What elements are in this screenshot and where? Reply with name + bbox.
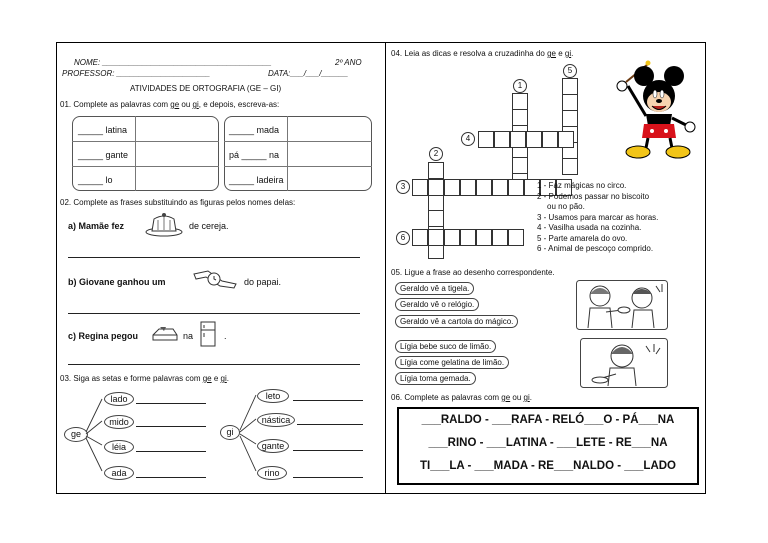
q4-prompt-end: . [571, 49, 574, 58]
q3-prompt-end: . [226, 374, 230, 383]
q1-word[interactable]: _____ latina [78, 125, 128, 135]
matching-sentence[interactable]: Geraldo vê a tigela. [395, 282, 474, 295]
clue-number: 1 [513, 79, 527, 93]
q2a-text-end: de cereja. [189, 221, 229, 231]
q3-syllable: léia [104, 440, 134, 454]
q3-prompt [60, 374, 229, 383]
q6-ou: ou [510, 393, 524, 402]
answer-line[interactable] [68, 257, 360, 258]
butter-icon [150, 323, 180, 343]
crossword-cell[interactable] [562, 94, 578, 111]
crossword-cell[interactable] [460, 229, 476, 246]
q6-ge: ge [501, 393, 511, 402]
crossword-cell[interactable] [562, 158, 578, 175]
clue: 4 - Vasilha usada na cozinha. [537, 223, 642, 232]
q6-line[interactable]: ___RINO - ___LATINA - ___LETE - RE___NA [428, 437, 668, 449]
refrigerator-icon [198, 320, 218, 348]
q3-prompt-text: 03. Siga as setas e forme palavras com [60, 374, 203, 383]
clue: 5 - Parte amarela do ovo. [537, 233, 628, 243]
q6-prompt-end: . [529, 393, 532, 402]
crossword-clues [537, 181, 658, 255]
q2b-text-end: do papai. [244, 277, 282, 287]
q3-root-ge: ge [64, 427, 88, 442]
q1-prompt-end: , e depois, escreva-as: [198, 100, 280, 109]
crossword-cell[interactable] [542, 131, 558, 148]
q3-ge: ge [202, 374, 212, 383]
crossword-cell[interactable] [428, 210, 444, 227]
crossword-cell[interactable] [428, 179, 444, 196]
q1-ou: ou [179, 100, 193, 109]
matching-sentence[interactable]: Geraldo vê o relógio. [395, 298, 479, 311]
crossword-cell[interactable] [508, 229, 524, 246]
crossword-cell[interactable] [412, 179, 428, 196]
q4-gi: gi [564, 49, 572, 58]
q3-gi: gi [220, 374, 227, 383]
professor-blank[interactable]: _____________________ [116, 69, 211, 78]
crossword-cell[interactable] [428, 194, 444, 211]
q1-right-col-line [287, 116, 288, 191]
q1-left-row-line [72, 141, 219, 142]
ligia-illustration [580, 338, 668, 388]
crossword-cell[interactable] [562, 110, 578, 127]
clue-number: 3 [396, 180, 410, 194]
name-label: NOME: [74, 58, 101, 67]
worksheet-title: ATIVIDADES DE ORTOGRAFIA (GE – GI) [130, 84, 282, 93]
crossword-cell[interactable] [460, 179, 476, 196]
q2a-text-start: a) Mamãe fez [68, 221, 125, 231]
crossword-cell[interactable] [512, 157, 528, 174]
clue-number: 2 [429, 147, 443, 161]
q6-prompt [391, 393, 532, 402]
answer-line[interactable] [297, 424, 363, 425]
answer-line[interactable] [68, 313, 360, 314]
q1-word[interactable]: _____ ladeira [229, 175, 284, 185]
crossword-cell[interactable] [478, 131, 494, 148]
crossword-cell[interactable] [512, 93, 528, 110]
q2c-text-end: . [224, 331, 227, 341]
crossword-cell[interactable] [508, 179, 524, 196]
date-field[interactable]: DATA:___/___/______ [268, 69, 349, 78]
q4-prompt-text: 04. Leia as dicas e resolva a cruzadinha do [391, 49, 548, 58]
clue: 1 - Faz mágicas no circo. [537, 181, 627, 190]
q1-word[interactable]: pá _____ na [229, 150, 280, 160]
answer-line[interactable] [136, 451, 206, 452]
q1-word[interactable]: _____ mada [229, 125, 280, 135]
grade-label: 2º ANO [335, 58, 362, 67]
matching-sentence[interactable]: Lígia bebe suco de limão. [395, 340, 496, 353]
q4-prompt [391, 49, 573, 58]
clue-number: 6 [396, 231, 410, 245]
crossword-cell[interactable] [494, 131, 510, 148]
answer-line[interactable] [136, 426, 206, 427]
crossword-cell[interactable] [558, 131, 574, 148]
q3-syllable: nástica [257, 413, 295, 427]
q1-right-row-line [224, 166, 372, 167]
q3-syllable: gante [257, 439, 289, 453]
matching-sentence[interactable]: Geraldo vê a cartola do mágico. [395, 315, 518, 328]
q6-line[interactable]: TI___LA - ___MADA - RE___NALDO - ___LADO [419, 460, 677, 472]
answer-line[interactable] [293, 400, 363, 401]
q1-word[interactable]: _____ lo [78, 175, 113, 185]
crossword-cell[interactable] [476, 229, 492, 246]
crossword-cell[interactable] [428, 162, 444, 179]
column-divider [385, 42, 386, 494]
clue-number: 4 [461, 132, 475, 146]
name-blank[interactable]: ______________________________________ [102, 58, 272, 67]
crossword-cell[interactable] [562, 78, 578, 95]
gelatin-icon [144, 211, 184, 237]
q5-prompt: 05. Ligue a frase ao desenho correspondente. [391, 268, 555, 277]
professor-label: PROFESSOR: [62, 69, 115, 78]
q3-root-gi: gi [220, 425, 240, 440]
q6-prompt-text: 06. Complete as palavras com [391, 393, 502, 402]
answer-line[interactable] [136, 403, 206, 404]
geraldo-illustration [576, 280, 668, 330]
q2c-text-mid: na [183, 331, 194, 341]
q1-ge: ge [170, 100, 180, 109]
matching-sentence[interactable]: Lígia toma gemada. [395, 372, 476, 385]
q3-syllable: ada [104, 466, 134, 480]
crossword-cell[interactable] [412, 229, 428, 246]
answer-line[interactable] [293, 477, 363, 478]
professor-line [62, 69, 210, 78]
crossword-cell[interactable] [512, 109, 528, 126]
q2b-text-start: b) Giovane ganhou um [68, 277, 166, 287]
clue: 6 - Animal de pescoço comprido. [537, 244, 654, 253]
crossword-cell[interactable] [444, 229, 460, 246]
q1-word[interactable]: _____ gante [78, 150, 129, 160]
crossword-cell[interactable] [526, 131, 542, 148]
answer-line[interactable] [293, 450, 363, 451]
q1-prompt-text: 01. Complete as palavras com [60, 100, 171, 109]
watch-icon [192, 268, 238, 290]
mickey-mouse-illustration [608, 56, 700, 164]
crossword-cell[interactable] [510, 131, 526, 148]
q1-right-row-line [224, 141, 372, 142]
q3-syllable: mido [104, 415, 134, 429]
q4-e: e [556, 49, 565, 58]
q6-word-box [397, 407, 699, 485]
q6-gi: gi [523, 393, 530, 402]
matching-sentence[interactable]: Lígia come gelatina de limão. [395, 356, 509, 369]
q1-left-col-line [135, 116, 136, 191]
q4-ge: ge [547, 49, 557, 58]
q3-e: e [211, 374, 221, 383]
crossword-cell[interactable] [476, 179, 492, 196]
q6-line[interactable]: ___RALDO - ___RAFA - RELÓ___O - PÁ___NA [421, 414, 675, 426]
q2c-text-start: c) Regina pegou [68, 331, 139, 341]
q2-prompt: 02. Complete as frases substituindo as figuras pelos nomes delas: [60, 198, 296, 207]
name-line [74, 58, 272, 67]
clue-number: 5 [563, 64, 577, 78]
answer-line[interactable] [68, 364, 360, 365]
clue: 3 - Usamos para marcar as horas. [537, 212, 659, 222]
q3-syllable: lado [104, 392, 134, 406]
clue: ou no pão. [547, 202, 585, 211]
crossword-cell[interactable] [492, 179, 508, 196]
q1-gi: gi [192, 100, 199, 109]
crossword-cell[interactable] [444, 179, 460, 196]
q3-syllable: rino [257, 466, 287, 480]
clue: 2 - Podemos passar no biscoito [537, 191, 650, 201]
answer-line[interactable] [136, 477, 206, 478]
q3-syllable: leto [257, 389, 289, 403]
crossword-cell[interactable] [428, 229, 444, 246]
q1-prompt [60, 100, 279, 109]
crossword-cell[interactable] [492, 229, 508, 246]
q1-left-row-line [72, 166, 219, 167]
